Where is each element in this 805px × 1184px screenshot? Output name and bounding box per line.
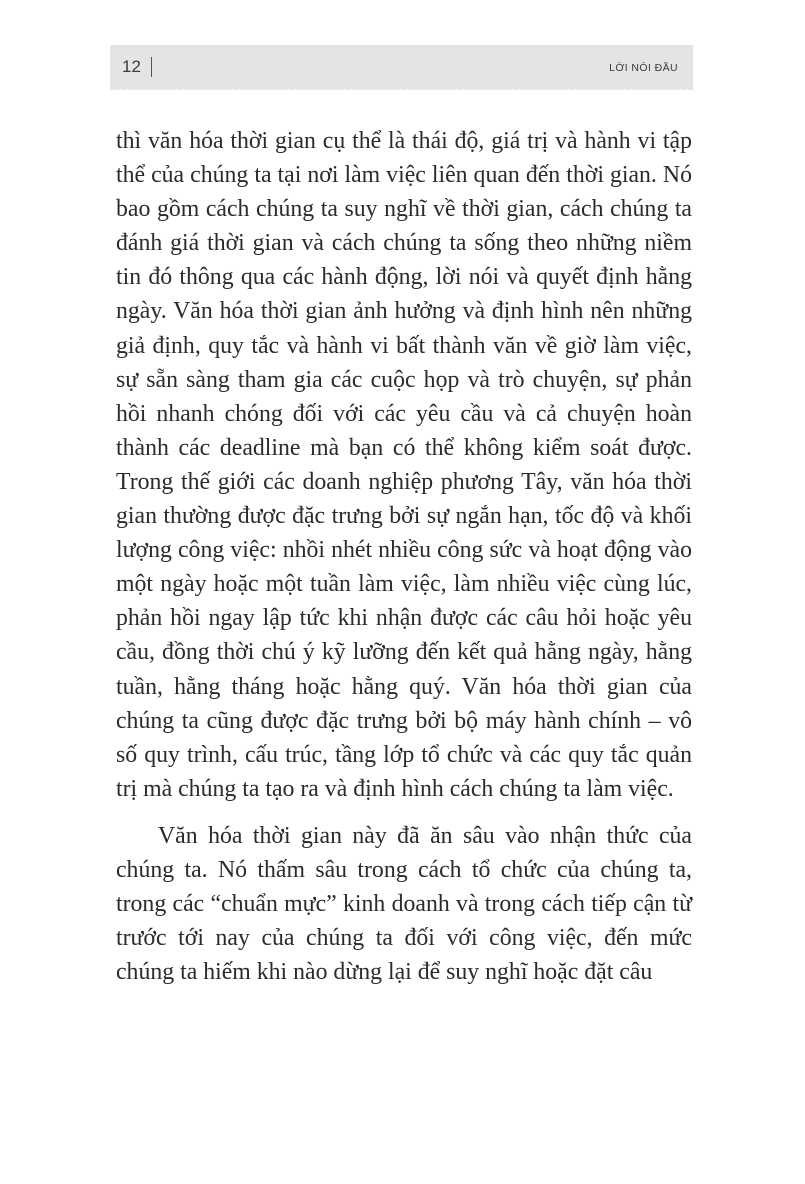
- header-dotted-edge: [110, 87, 693, 92]
- running-header: [110, 45, 693, 90]
- page-number: 12: [122, 57, 141, 76]
- body-text: [116, 124, 692, 989]
- chapter-title: LỜI NÓI ĐẦU: [609, 62, 678, 74]
- paragraph: thì văn hóa thời gian cụ thể là thái độ, giá trị và hành vi tập thể của chúng ta tại nơi làm việc liên quan đến thời gian. Nó bao gồm cách chúng ta suy nghĩ về thời gian, cách chúng ta đánh giá thời gian và cách chúng ta sống theo những niềm tin đó thông qua các hành động, lời nói và quyết định hằng ngày. Văn hóa thời gian ảnh hưởng và định hình nên những giả định, quy tắc và hành vi bất thành văn về giờ làm việc, sự sẵn sàng tham gia các cuộc họp và trò chuyện, sự phản hồi nhanh chóng đối với các yêu cầu và cả chuyện hoàn thành các deadline mà bạn có thể không kiểm soát được. Trong thế giới các doanh nghiệp phương Tây, văn hóa thời gian thường được đặc trưng bởi sự ngắn hạn, tốc độ và khối lượng công việc: nhồi nhét nhiều công sức và hoạt động vào một ngày hoặc một tuần làm việc, làm nhiều việc cùng lúc, phản hồi ngay lập tức khi nhận được các câu hỏi hoặc yêu cầu, đồng thời chú ý kỹ lưỡng đến kết quả hằng ngày, hằng tuần, hằng tháng hoặc hằng quý. Văn hóa thời gian của chúng ta cũng được đặc trưng bởi bộ máy hành chính – vô số quy trình, cấu trúc, tầng lớp tổ chức và các quy tắc quản trị mà chúng ta tạo ra và định hình cách chúng ta làm việc.: [116, 128, 692, 802]
- header-divider: [151, 57, 152, 77]
- paragraph: Văn hóa thời gian này đã ăn sâu vào nhận thức của chúng ta. Nó thấm sâu trong cách tổ chức của chúng ta, trong các “chuẩn mực” kinh doanh và trong cách tiếp cận từ trước tới nay của chúng ta đối với công việc, đến mức chúng ta hiếm khi nào dừng lại để suy nghĩ hoặc đặt câu: [116, 822, 692, 986]
